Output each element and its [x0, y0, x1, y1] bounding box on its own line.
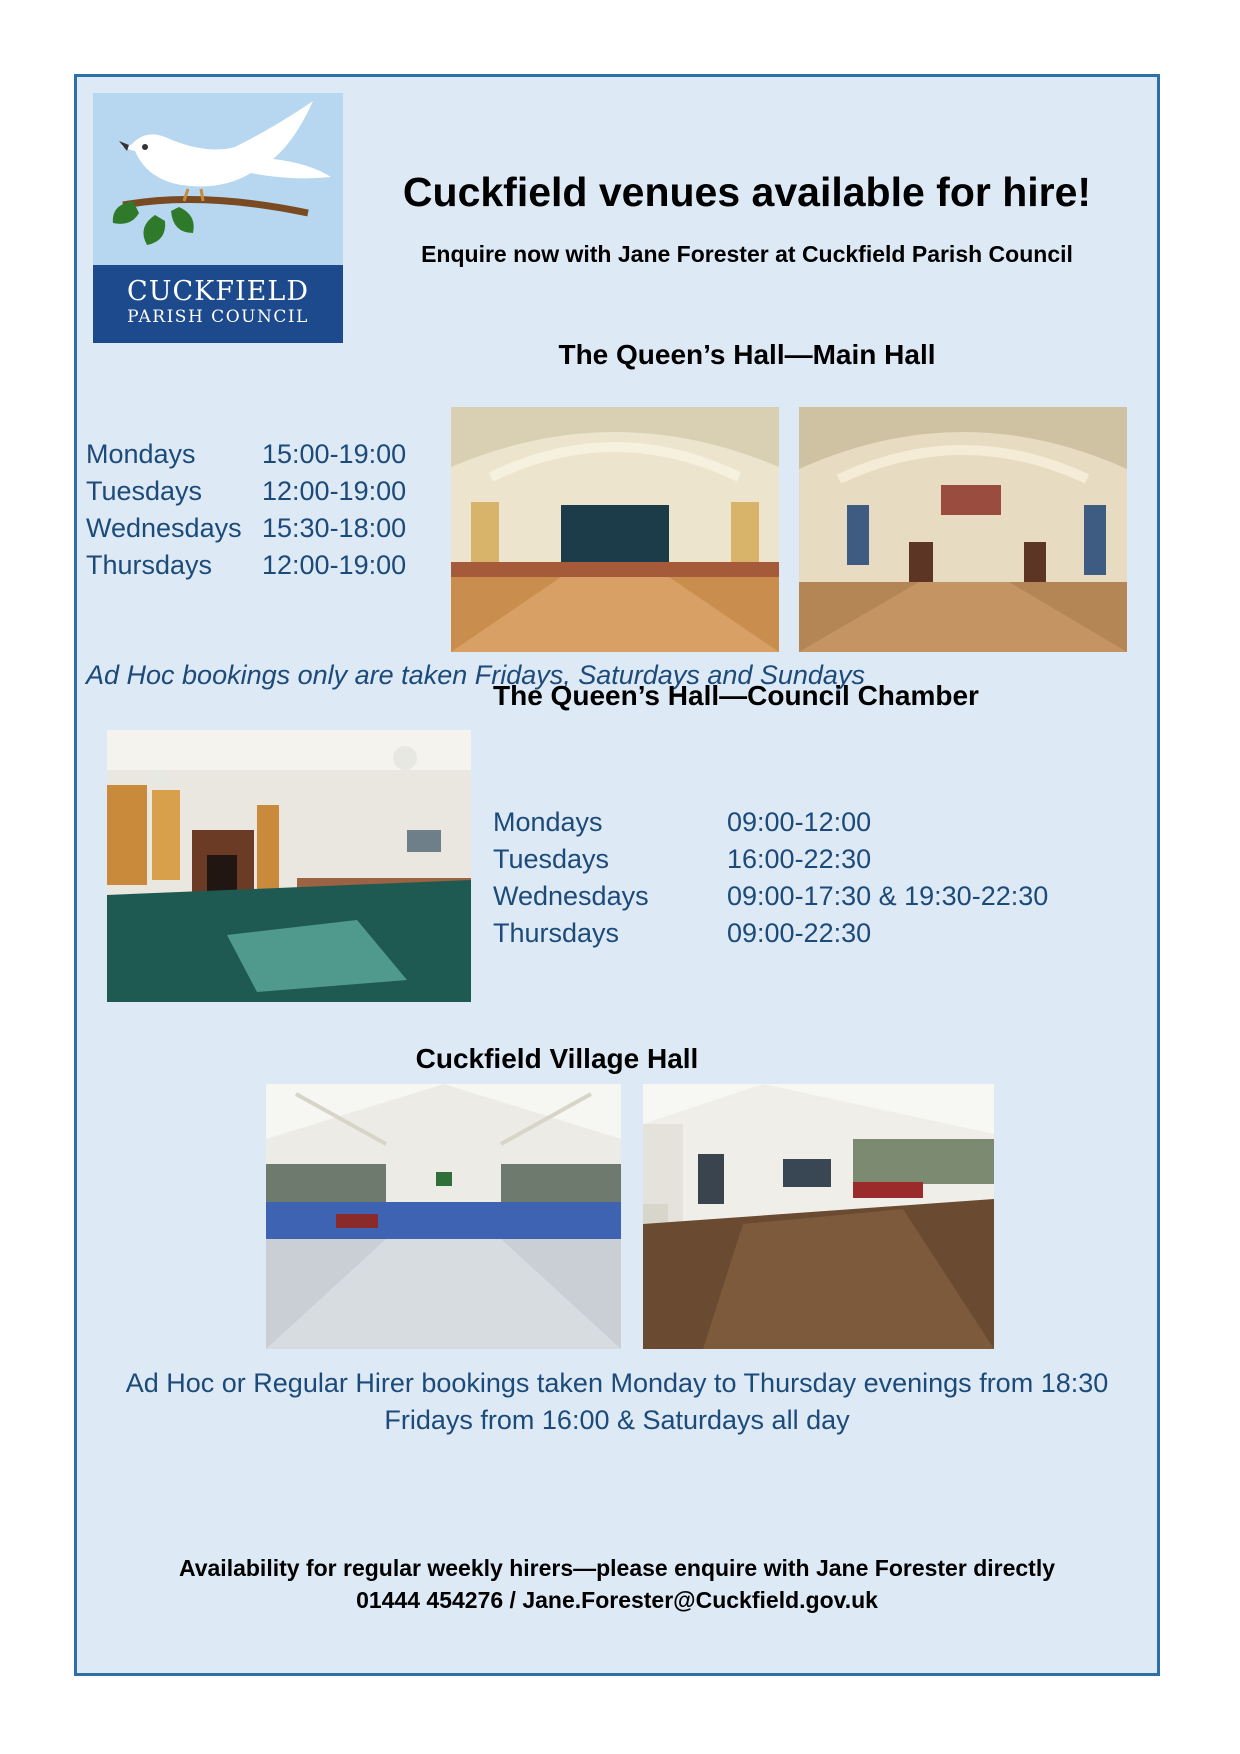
village-hall-note-line1: Ad Hoc or Regular Hirer bookings taken Monday to Thursday evenings from 18:30 [125, 1368, 1109, 1398]
schedule-time: 09:00-22:30 [727, 918, 872, 948]
schedule-time: 15:30-18:00 [262, 513, 407, 543]
schedule-day: Thursdays [86, 550, 213, 580]
footer-contact: 01444 454276 / Jane.Forester@Cuckfield.gov.uk [356, 1587, 878, 1613]
village-hall-title: Cuckfield Village Hall [415, 1043, 699, 1074]
schedule-time: 12:00-19:00 [262, 550, 407, 580]
council-chamber-title: The Queen’s Hall—Council Chamber [493, 680, 979, 711]
logo-line2: PARISH COUNCIL [127, 307, 309, 327]
schedule-day: Thursdays [493, 918, 620, 948]
schedule-day: Mondays [86, 439, 196, 469]
schedule-time: 09:00-12:00 [727, 807, 872, 837]
village-hall-note-line2: Fridays from 16:00 & Saturdays all day [384, 1405, 850, 1435]
schedule-day: Wednesdays [493, 881, 649, 911]
village-hall-photo-left [266, 1084, 621, 1349]
schedule-day: Tuesdays [86, 476, 203, 506]
schedule-time: 12:00-19:00 [262, 476, 407, 506]
main-hall-photo-rear [799, 407, 1127, 652]
schedule-day: Wednesdays [86, 513, 242, 543]
footer-line1: Availability for regular weekly hirers—please enquire with Jane Forester directly [178, 1555, 1056, 1581]
page-title: Cuckfield venues available for hire! [402, 169, 1092, 215]
logo-line1: CUCKFIELD [127, 276, 309, 307]
main-hall-title: The Queen’s Hall—Main Hall [558, 339, 936, 370]
council-chamber-photo [107, 730, 471, 1002]
page-subtitle: Enquire now with Jane Forester at Cuckfield Parish Council [421, 241, 1073, 267]
schedule-day: Mondays [493, 807, 603, 837]
schedule-time: 16:00-22:30 [727, 844, 872, 874]
logo-band [93, 265, 343, 343]
poster [74, 74, 1160, 1676]
main-hall-note: Ad Hoc bookings only are taken Fridays, Saturdays and Sundays [86, 660, 865, 690]
bird-on-branch-icon [93, 93, 343, 265]
main-hall-photo-stage [451, 407, 779, 652]
schedule-time: 15:00-19:00 [262, 439, 407, 469]
village-hall-photo-right [643, 1084, 994, 1349]
cuckfield-logo [93, 93, 343, 343]
schedule-time: 09:00-17:30 & 19:30-22:30 [727, 881, 1049, 911]
schedule-day: Tuesdays [493, 844, 610, 874]
